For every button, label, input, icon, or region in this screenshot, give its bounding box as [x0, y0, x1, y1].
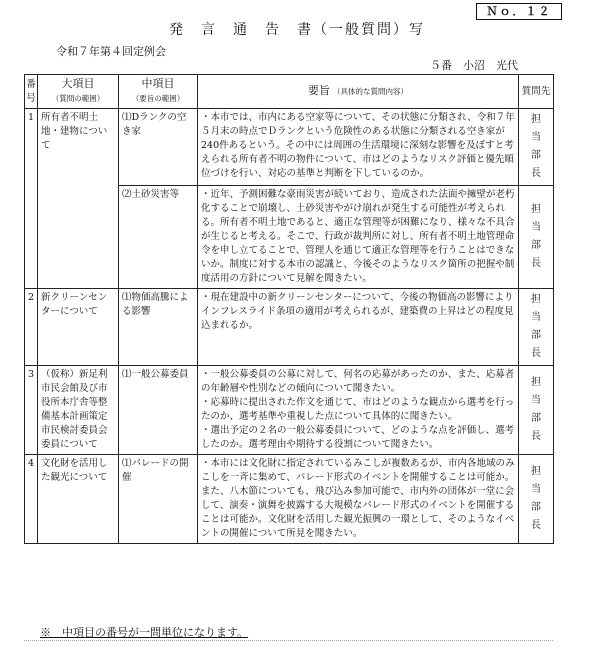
middle-item: ⑵土砂災害等	[119, 186, 198, 289]
item-number: 1	[25, 109, 38, 289]
header-summary-sub: （具体的な質問内容）	[333, 87, 409, 96]
item-number: 4	[25, 455, 38, 544]
header-num: 番号	[25, 75, 38, 109]
major-item: 新クリーンセンターについて	[38, 289, 119, 366]
question-summary: ・近年、予測困難な豪雨災害が続いており、造成された法面や擁壁が老朽化することで崩壊し、土砂災害やがけ崩れが発生する可能性が考えられる。所有者不明土地であると、適正な管理等が困難になり、様々な不具合が生じると考える。そこで、行政が裁判所に対し、所有者不明土地管理命令を申し立てることで、管理人を通じて適正な管理等を行うことはできないか。制度に対する本市の認識と、今後そのようなリスク箇所の把握や制度活用の方針について見解を聞きたい。	[198, 186, 519, 289]
header-middle-label: 中項目	[141, 77, 175, 90]
item-number: 3	[25, 366, 38, 455]
responder: 担 当 部 長	[519, 109, 554, 186]
question-summary: ・一般公募委員の公募に対して、何名の応募があったのか、また、応募者の年齢層や性別などの傾向について聞きたい。 ・応募時に提出された作文を通じて、市はどのような観点から選考を行ったのか、選考基準や重視した点について具体的に聞きたい。 ・選出予定の２名の一般公募委員について、どのような点を評価し、選考したのか。選考理由や期待する役割について聞きたい。	[198, 366, 519, 455]
responder: 担 当 部 長	[519, 455, 554, 544]
header-middle-sub: （要旨の範囲）	[131, 94, 185, 103]
middle-item: ⑴パレードの開催	[119, 455, 198, 544]
speaker-label: ５番 小沼 光代	[430, 59, 518, 72]
item-number: 2	[25, 289, 38, 366]
session-label: 令和７年第４回定例会	[56, 45, 166, 58]
document-title: 発 言 通 告 書（一般質問）写	[169, 22, 425, 38]
header-summary	[198, 75, 519, 109]
middle-item: ⑴Dランクの空き家	[119, 109, 198, 186]
header-responder: 質問先	[519, 75, 554, 109]
middle-item: ⑴一般公募委員	[119, 366, 198, 455]
major-item: （仮称）新足利市民会館及び市役所本庁舎等整備基本計画策定市民検討委員会委員について	[38, 366, 119, 455]
header-summary-label: 要旨	[307, 84, 330, 97]
footnote: ※ 中項目の番号が一問単位になります。	[40, 626, 249, 639]
middle-item: ⑴物価高騰による影響	[119, 289, 198, 366]
table-row	[25, 455, 554, 544]
document-number: Ｎｏ．１２	[476, 3, 562, 20]
header-major-label: 大項目	[61, 77, 95, 90]
header-major	[38, 75, 119, 109]
header-middle	[119, 75, 198, 109]
table-row	[25, 109, 554, 186]
header-major-sub: （質問の範囲）	[51, 94, 105, 103]
table-row	[25, 289, 554, 366]
table-row	[25, 366, 554, 455]
question-summary: ・本市では、市内にある空家等について、その状態に分類され、令和７年５月末の時点でＤランクという危険性のある状態に分類される空き家が240件あるという。その中には周囲の生活環境に深刻な影響を及ぼすと考えられる所有者不明の物件について、市はどのようなリスク評価と優先順位づけを行い、対応の基準と判断を下しているのか。	[198, 109, 519, 186]
table-header-row	[25, 75, 554, 109]
page-separator	[24, 640, 553, 641]
responder: 担 当 部 長	[519, 366, 554, 455]
notice-table	[24, 74, 554, 544]
major-item: 文化財を活用した観光について	[38, 455, 119, 544]
responder: 担 当 部 長	[519, 186, 554, 289]
question-summary: ・現在建設中の新クリーンセンターについて、今後の物価高の影響によりインフレスライド条項の適用が考えられるが、建築費の上昇はどの程度見込まれるか。	[198, 289, 519, 366]
question-summary: ・本市には文化財に指定されているみこしが複数あるが、市内各地域のみこしを一斉に集めて、パレード形式のイベントを開催することは可能か。また、八木節についても、飛び込み参加可能で、市内外の団体が一堂に会して、演奏・演舞を披露する大規模なパレード形式のイベントを開催することは可能か。文化財を活用した観光振興の一環として、そのようなイベントの開催について所見を聞きたい。	[198, 455, 519, 544]
major-item: 所有者不明土地・建物について	[38, 109, 119, 289]
responder: 担 当 部 長	[519, 289, 554, 366]
